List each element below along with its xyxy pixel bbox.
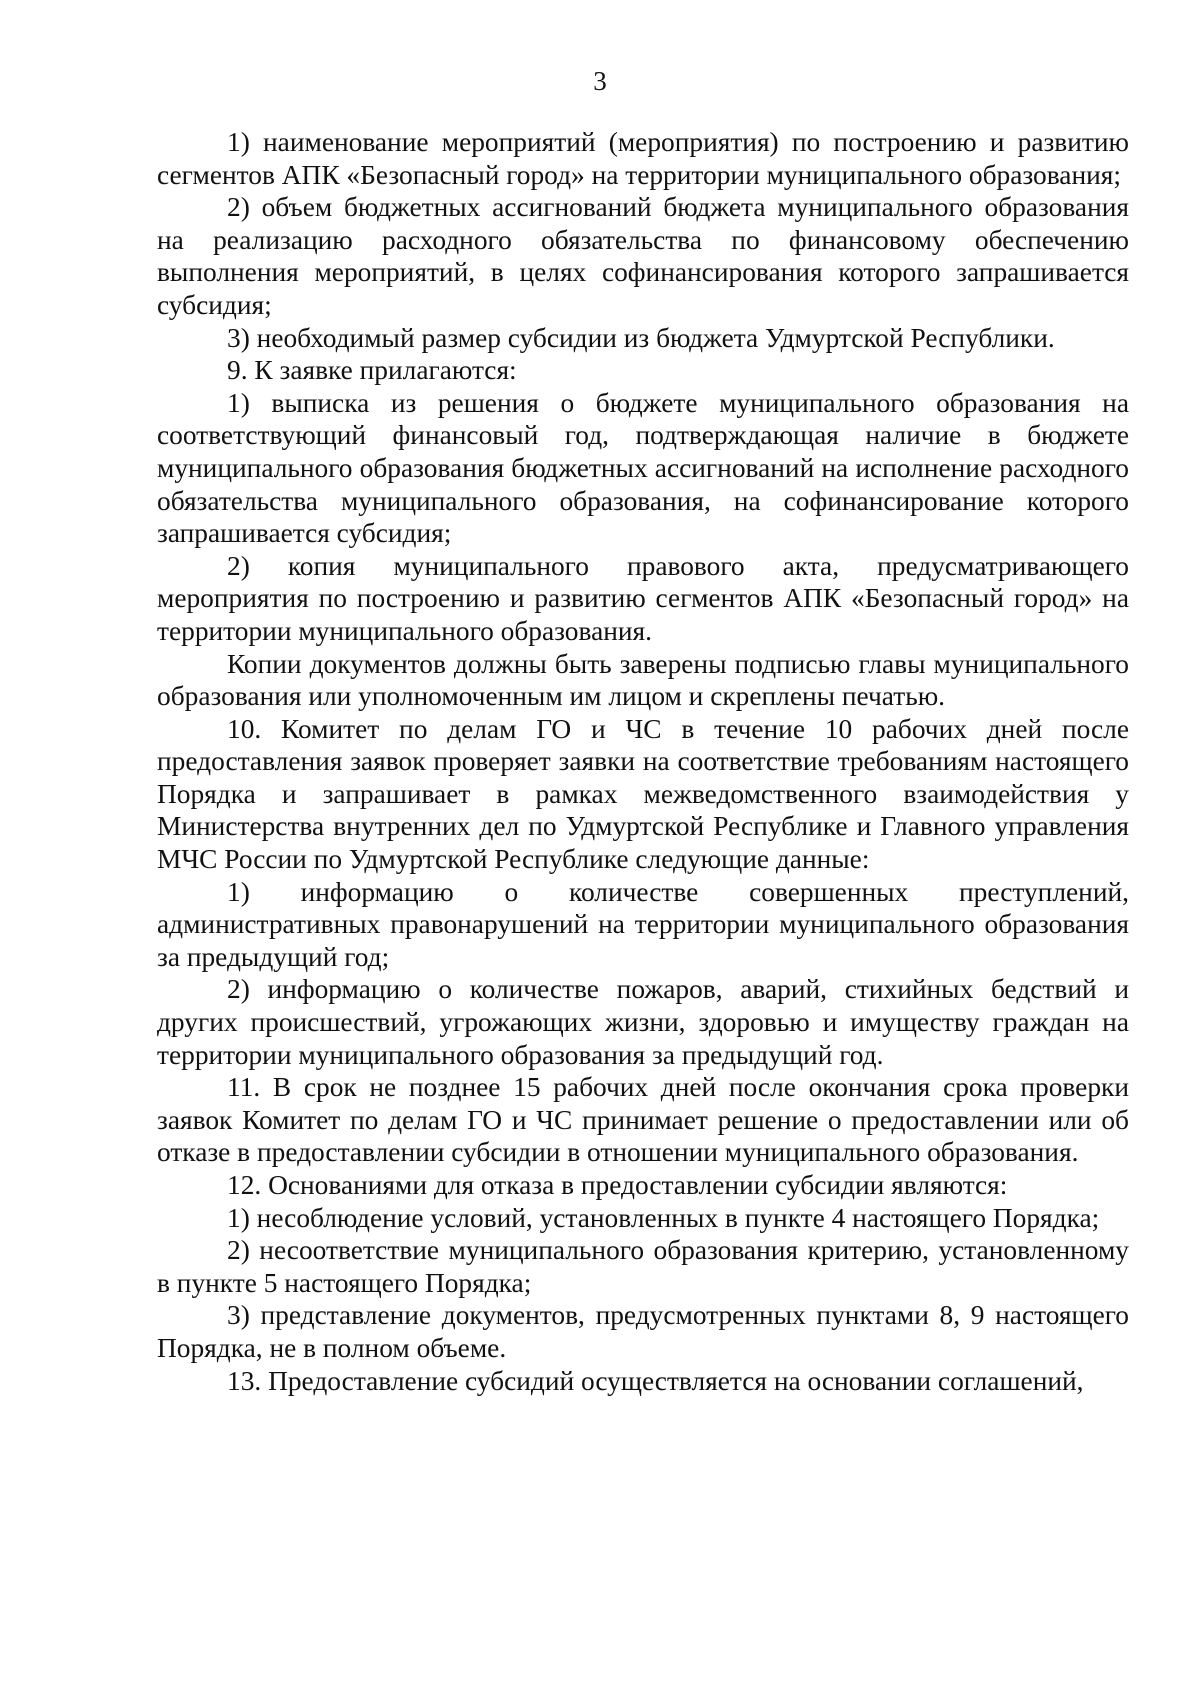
- paragraph-clause-12: 12. Основаниями для отказа в предоставлении субсидии являются:: [227, 1170, 1008, 1200]
- paragraph-clause-10-item-2: 2) информацию о количестве пожаров, аварий, стихийных бедствий и других происшествий, угрожающих жизни, здоровью и имуществу граждан на территории муниципального образования за предыдущий год.: [157, 974, 1129, 1070]
- paragraph-clause-12-item-1: 1) несоблюдение условий, установленных в пункте 4 настоящего Порядка;: [227, 1202, 1100, 1233]
- paragraph-clause-11: 11. В срок не позднее 15 рабочих дней после окончания срока проверки заявок Комитет по делам ГО и ЧС принимает решение о предоставлении или об отказе в предоставлении субсидии в отношении муниципального образования.: [157, 1072, 1129, 1168]
- paragraph-item-2-budget: 2) объем бюджетных ассигнований бюджета муниципального образования на реализацию расходного обязательства по финансовому обеспечению выполнения мероприятий, в целях софинансирования которого запрашивается субсидия;: [157, 192, 1129, 320]
- paragraph-clause-9: 9. К заявке прилагаются:: [227, 355, 517, 386]
- paragraph-clause-9-item-1: 1) выписка из решения о бюджете муниципального образования на соответствующий финансовый год, подтверждающая наличие в бюджете муниципального образования бюджетных ассигнований на исполнение расходного обязательства муниципального образования, на софинансирование которого запрашивается субсидия;: [157, 387, 1129, 549]
- paragraph-clause-10-item-1: 1) информацию о количестве совершенных преступлений, административных правонарушений на территории муниципального образования за предыдущий год;: [157, 876, 1129, 972]
- paragraph-clause-9-item-2: 2) копия муниципального правового акта, предусматривающего мероприятия по построению и развитию сегментов АПК «Безопасный город» на территории муниципального образования.: [157, 550, 1129, 646]
- paragraph-clause-13: 13. Предоставление субсидий осуществляется на основании соглашений,: [227, 1365, 1084, 1396]
- paragraph-clause-12-item-2: 2) несоответствие муниципального образования критерию, установленному в пункте 5 настоящего Порядка;: [157, 1235, 1129, 1298]
- paragraph-copies-certification: Копии документов должны быть заверены подписью главы муниципального образования или уполномоченным им лицом и скреплены печатью.: [157, 648, 1129, 712]
- page-number: 3: [593, 66, 607, 96]
- paragraph-clause-10: 10. Комитет по делам ГО и ЧС в течение 10 рабочих дней после предоставления заявок проверяет заявки на соответствие требованиям настоящего Порядка и запрашивает в рамках межведомственного взаимодействия у Министерства внутренних дел по Удмуртской Республике и Главного управления МЧС России по Удмуртской Республике следующие данные:: [157, 713, 1129, 875]
- paragraph-item-1-name: 1) наименование мероприятий (мероприятия) по построению и развитию сегментов АПК «Безопасный город» на территории муниципального образования;: [157, 127, 1129, 190]
- paragraph-clause-12-item-3: 3) представление документов, предусмотренных пунктами 8, 9 настоящего Порядка, не в полном объеме.: [157, 1300, 1129, 1363]
- paragraph-item-3-subsidy-size: 3) необходимый размер субсидии из бюджета Удмуртской Республики.: [227, 322, 1055, 353]
- document-body: [157, 126, 1129, 1397]
